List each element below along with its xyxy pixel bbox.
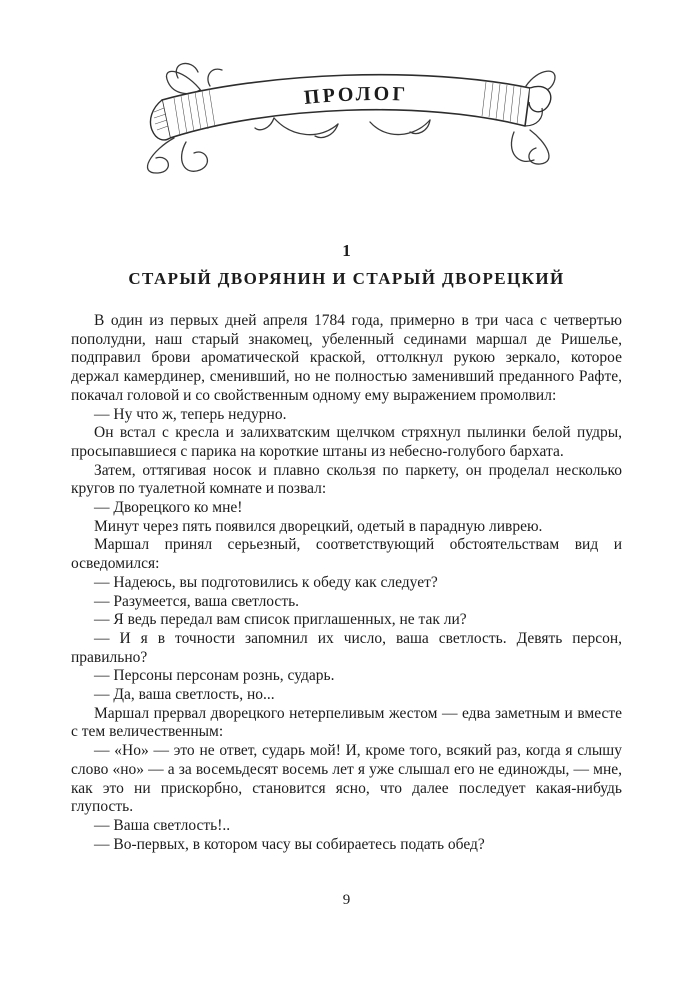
paragraph: Маршал принял серьезный, соответствующий обстоятельствам вид и осведомился: [71,536,622,573]
paragraph: — Ваша светлость!.. [94,816,231,834]
svg-text:ПРОЛОГ [303,83,408,109]
paragraph: Маршал прервал дворецкого нетерпеливым жестом — едва заметным и вместе с тем величественным: [71,704,622,741]
paragraph: — Во-первых, в котором часу вы собираетесь подать обед? [94,835,485,853]
paragraph: Он встал с кресла и залихватским щелчком стряхнул пылинки белой пудры, просыпавшиеся с парика на короткие штаны из небесно-голубого бархата. [71,424,622,460]
ribbon-ornament-icon [134,52,562,180]
chapter-number: 1 [342,241,351,260]
paragraph: — Персоны персонам рознь, сударь. [94,667,335,685]
paragraph: — Ну что ж, теперь недурно. [94,405,287,423]
paragraph: Затем, оттягивая носок и плавно скользя по паркету, он проделал несколько кругов по туалетной комнате и позвал: [71,461,622,498]
banner-title: ПРОЛОГ [303,83,409,109]
paragraph: — Да, ваша светлость, но... [94,686,275,704]
prologue-banner [134,52,562,180]
paragraph: — Разумеется, ваша светлость. [94,592,300,610]
body-text [71,312,622,854]
page-number: 9 [342,892,351,908]
paragraph: В один из первых дней апреля 1784 года, примерно в три часа с четвертью пополудни, наш старый знакомец, убеленный сединами маршал де Ришелье, подправил брови ароматической краской, оттолкнул рукою зеркало, которое держал камердинер, сменивший, но не полностью заменивший преданного Рафте, покачал головой и со свойственным одному ему выражением промолвил: [71,312,622,404]
paragraph: — Дворецкого ко мне! [94,499,243,517]
chapter-title: СТАРЫЙ ДВОРЯНИН И СТАРЫЙ ДВОРЕЦКИЙ [128,269,565,288]
paragraph: — И я в точности запомнил их число, ваша светлость. Девять персон, правильно? [71,629,622,666]
paragraph: — Я ведь передал вам список приглашенных, не так ли? [94,611,467,629]
paragraph: — Надеюсь, вы подготовились к обеду как следует? [94,573,438,591]
paragraph: — «Но» — это не ответ, сударь мой! И, кроме того, всякий раз, когда я слышу слово «но» — а за восемьдесят восемь лет я уже слышал его не единожды, — мне, как это ни прискорбно, становится ясно, что далее последует какая-нибудь глупость. [71,742,622,816]
paragraph: Минут через пять появился дворецкий, одетый в парадную ливрею. [94,517,543,535]
